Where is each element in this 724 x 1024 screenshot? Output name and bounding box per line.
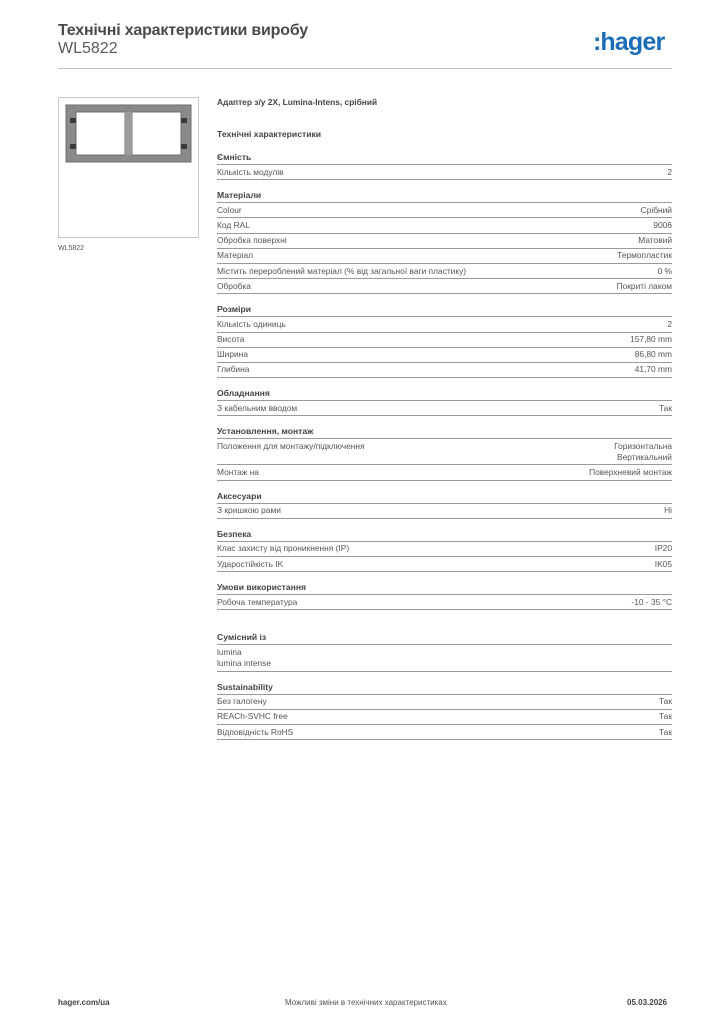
section-title: Ємність xyxy=(217,152,672,165)
section-equipment xyxy=(217,388,672,416)
spec-value: Термопластик xyxy=(617,250,672,261)
section-title: Аксесуари xyxy=(217,491,672,504)
spec-label: Глибина xyxy=(217,364,250,375)
spec-row xyxy=(217,264,672,279)
spec-value: Так xyxy=(658,711,672,722)
footer-website: hager.com/ua xyxy=(58,998,110,1007)
spec-value: 2 xyxy=(667,166,672,177)
spec-value: 2 xyxy=(667,318,672,329)
spec-label: Висота xyxy=(217,334,245,345)
spec-value: 0 % xyxy=(657,265,672,276)
spec-value: IP20 xyxy=(654,543,672,554)
spec-value: Так xyxy=(658,726,672,737)
hager-logo xyxy=(593,26,664,58)
spec-row xyxy=(217,165,672,180)
spec-label: З кришкою рами xyxy=(217,505,281,516)
spec-value-line: Вертикальний xyxy=(617,451,672,462)
section-title: Безпека xyxy=(217,529,672,542)
section-title: Обладнання xyxy=(217,388,672,401)
section-title: Сумісний із xyxy=(217,632,672,645)
compatible-list xyxy=(217,645,672,671)
spec-label: Клас захисту від проникнення (IP) xyxy=(217,543,350,554)
spec-value: 157,80 mm xyxy=(630,334,672,345)
spec-row xyxy=(217,557,672,572)
spec-value: Матовий xyxy=(638,235,672,246)
spec-value xyxy=(614,441,672,463)
product-name: Адаптер з/у 2X, Lumina-Intens, срібний xyxy=(217,97,378,107)
section-dimensions xyxy=(217,304,672,378)
spec-value: Срібний xyxy=(640,204,672,215)
spec-label: Colour xyxy=(217,204,242,215)
spec-label: Робоча температура xyxy=(217,596,298,607)
section-compatible-with xyxy=(217,632,672,671)
spec-row xyxy=(217,439,672,465)
section-title: Матеріали xyxy=(217,190,672,203)
spec-value: 86,80 mm xyxy=(634,349,672,360)
spec-value: Так xyxy=(658,696,672,707)
spec-label: Код RAL xyxy=(217,219,250,230)
spec-value: 9006 xyxy=(653,219,672,230)
spec-value-line: Горизонтальна xyxy=(614,440,672,451)
spec-row xyxy=(217,401,672,416)
spec-label: Без галогену xyxy=(217,696,267,707)
spec-label: Матеріал xyxy=(217,250,254,261)
section-materials xyxy=(217,190,672,294)
spec-row xyxy=(217,504,672,519)
spec-value: Так xyxy=(658,402,672,413)
spec-row xyxy=(217,249,672,264)
frame-adapter-illustration xyxy=(64,103,193,232)
spec-row xyxy=(217,465,672,480)
spec-value: IK05 xyxy=(654,558,672,569)
spec-row xyxy=(217,279,672,294)
spec-label: REACh-SVHC free xyxy=(217,711,288,722)
spec-label: Кількість одиниць xyxy=(217,318,286,329)
section-title: Розміри xyxy=(217,304,672,317)
section-capacity xyxy=(217,152,672,180)
spec-value: Ні xyxy=(664,505,672,516)
section-accessories xyxy=(217,491,672,519)
spec-row xyxy=(217,234,672,249)
section-title: Умови використання xyxy=(217,582,672,595)
product-image xyxy=(58,97,199,238)
spec-label: Обробка поверхні xyxy=(217,235,287,246)
spec-label: Монтаж на xyxy=(217,467,259,478)
section-sustainability xyxy=(217,682,672,741)
spec-row xyxy=(217,317,672,332)
spec-row xyxy=(217,218,672,233)
spec-row xyxy=(217,542,672,557)
section-title: Установлення, монтаж xyxy=(217,426,672,439)
spec-row xyxy=(217,363,672,378)
spec-label: З кабельним вводом xyxy=(217,402,298,413)
spec-row xyxy=(217,695,672,710)
specification-area xyxy=(217,96,672,740)
spec-label: Ударостійкість IK xyxy=(217,558,284,569)
spec-label: Обробка xyxy=(217,280,251,291)
spec-row xyxy=(217,725,672,740)
spec-value: 41,70 mm xyxy=(634,364,672,375)
spec-row xyxy=(217,710,672,725)
specifications-heading: Технічні характеристики xyxy=(217,129,322,139)
page-title: Технічні характеристики виробу xyxy=(58,22,308,39)
section-safety xyxy=(217,529,672,572)
list-item: lumina intense xyxy=(217,657,272,668)
product-code: WL5822 xyxy=(58,40,118,57)
section-installation xyxy=(217,426,672,480)
spec-label: Містить перероблений матеріал (% від загальної ваги пластику) xyxy=(217,265,467,276)
logo-text: hager xyxy=(600,28,665,56)
spec-label: Відповідність RoHS xyxy=(217,726,294,737)
spec-row xyxy=(217,348,672,363)
footer-notice: Можливі зміни в технічних характеристиках xyxy=(285,998,447,1007)
header-divider xyxy=(58,68,672,69)
image-caption: WL5822 xyxy=(58,245,85,252)
spec-value: -10 - 35 °C xyxy=(631,596,672,607)
logo-mark: : xyxy=(593,28,601,56)
spec-row xyxy=(217,333,672,348)
spec-row xyxy=(217,203,672,218)
spec-label: Ширина xyxy=(217,349,248,360)
spec-row xyxy=(217,595,672,610)
spec-label: Кількість модулів xyxy=(217,166,284,177)
section-title: Sustainability xyxy=(217,682,672,695)
spec-value: Покриті лаком xyxy=(616,280,672,291)
list-item: lumina xyxy=(217,646,242,657)
spec-label: Положення для монтажу/підключення xyxy=(217,440,365,451)
spec-value: Поверхневий монтаж xyxy=(589,467,672,478)
footer-date: 05.03.2026 xyxy=(627,998,668,1007)
section-operating-conditions xyxy=(217,582,672,610)
